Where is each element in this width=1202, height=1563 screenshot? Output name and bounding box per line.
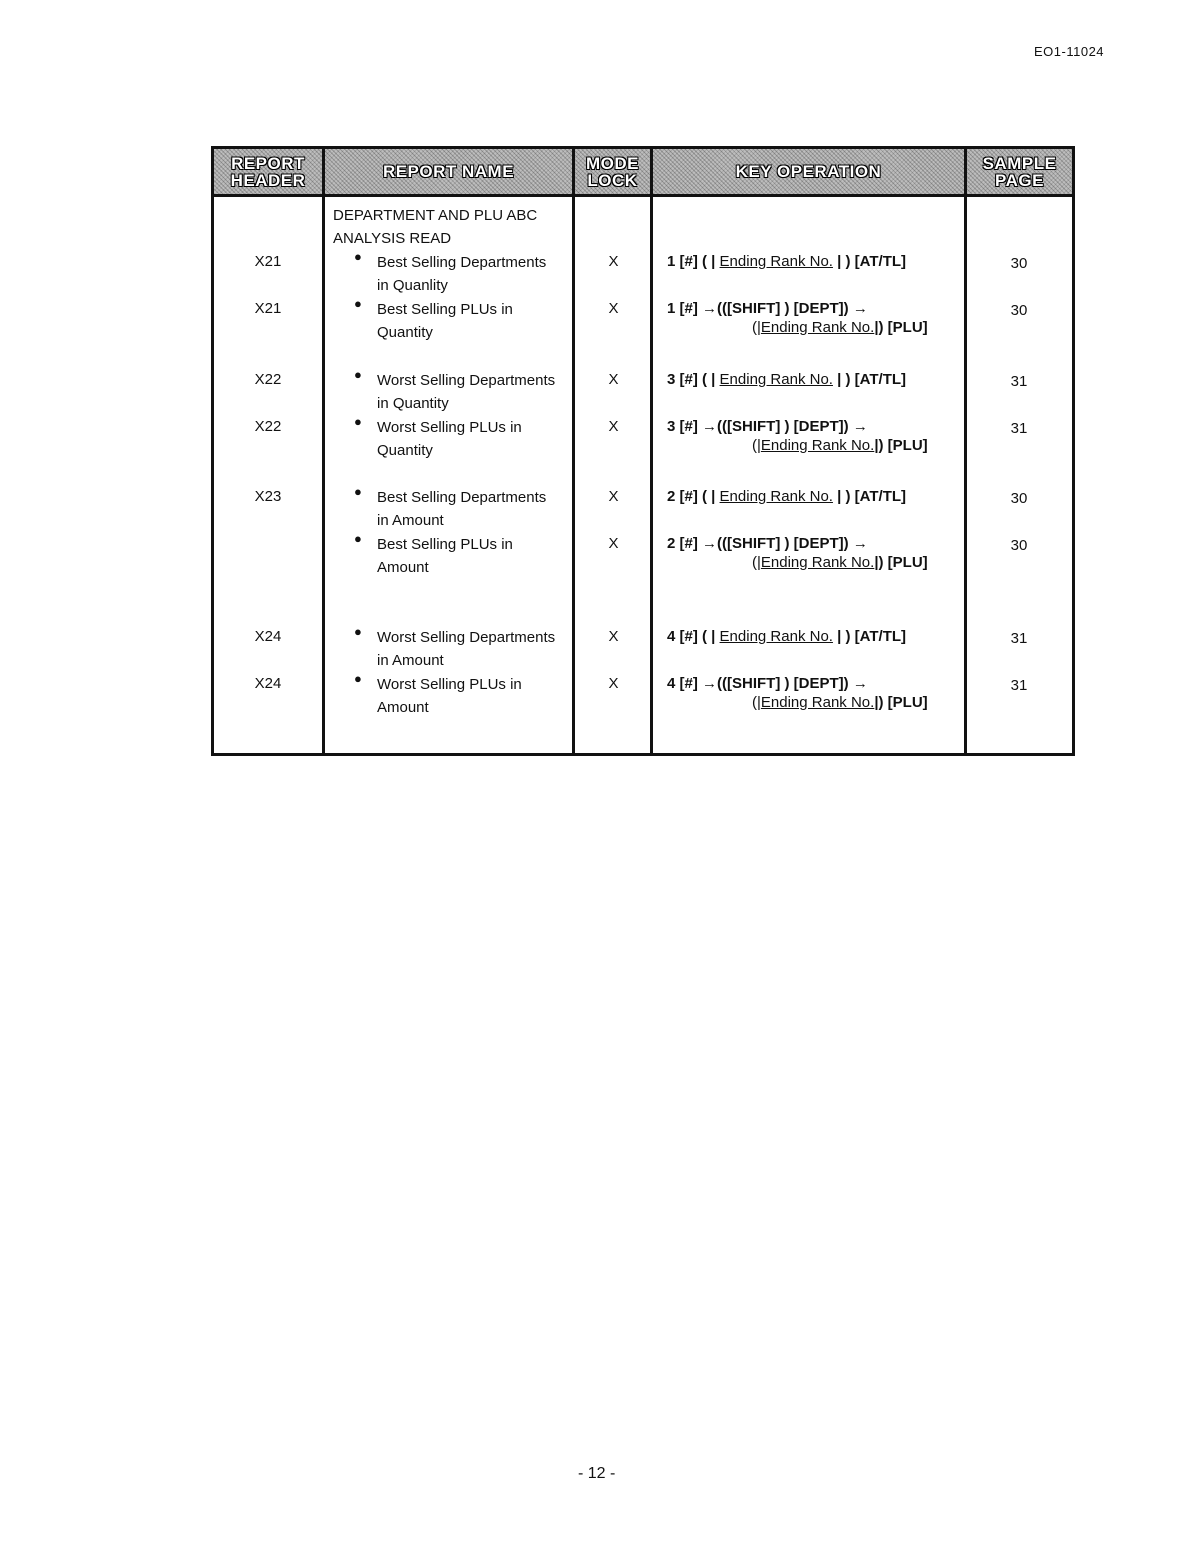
key-operation-prefix: 2 [#] ( | — [667, 488, 716, 505]
bullet-icon: ● — [354, 624, 362, 639]
key-operation-suffix: →(([SHIFT] ) [DEPT]) → — [702, 535, 868, 552]
mode-lock-value: X — [608, 675, 619, 692]
key-operation — [667, 628, 906, 645]
bullet-icon: ● — [354, 671, 362, 686]
report-name: Best Selling Departments in Amount — [377, 489, 547, 529]
key-operation — [667, 371, 906, 388]
key-operation — [667, 300, 868, 317]
section-title: DEPARTMENT AND PLU ABC ANALYSIS READ — [333, 207, 538, 247]
report-name: Best Selling PLUs in Amount — [377, 536, 513, 576]
key-operation-continued — [752, 437, 928, 454]
table-row — [214, 410, 1072, 459]
table-row — [214, 527, 1072, 576]
key-operation-continued-suffix: |) [PLU] — [874, 437, 928, 454]
mode-lock-value: X — [608, 628, 619, 645]
report-name: Best Selling PLUs in Quantity — [377, 301, 513, 341]
key-operation-prefix: 2 [#] — [667, 535, 698, 552]
key-operation-continued-prefix: (| — [752, 437, 761, 454]
page-number: - 12 - — [578, 1465, 616, 1482]
report-header-code: X21 — [254, 300, 282, 317]
mode-lock-value: X — [608, 418, 619, 435]
key-operation-continued-suffix: |) [PLU] — [874, 319, 928, 336]
mode-lock-value: X — [608, 371, 619, 388]
sample-page-number: 30 — [1010, 255, 1028, 272]
header-report-header: REPORT HEADER — [214, 149, 322, 194]
key-operation-continued-suffix: |) [PLU] — [874, 694, 928, 711]
mode-lock-value: X — [608, 300, 619, 317]
table-row — [214, 245, 1072, 294]
key-operation-suffix: →(([SHIFT] ) [DEPT]) → — [702, 418, 868, 435]
sample-page-number: 31 — [1010, 420, 1028, 437]
ending-rank-field: Ending Rank No. — [719, 628, 833, 645]
key-operation — [667, 418, 868, 435]
mode-lock-value: X — [608, 488, 619, 505]
ending-rank-field: Ending Rank No. — [760, 437, 875, 454]
report-header-code: X24 — [254, 628, 282, 645]
report-name: Worst Selling PLUs in Quantity — [377, 419, 522, 459]
ending-rank-field: Ending Rank No. — [719, 253, 833, 270]
key-operation-continued-prefix: (| — [752, 554, 761, 571]
key-operation-suffix: | ) — [837, 371, 851, 388]
key-operation-continued — [752, 554, 928, 571]
report-name: Worst Selling Departments in Amount — [377, 629, 556, 669]
mode-lock-value: X — [608, 535, 619, 552]
key-operation-end-key: [AT/TL] — [854, 628, 907, 645]
key-operation-suffix: →(([SHIFT] ) [DEPT]) → — [702, 675, 868, 692]
sample-page-number: 30 — [1010, 537, 1028, 554]
sample-page-number: 31 — [1010, 373, 1028, 390]
key-operation — [667, 253, 906, 270]
ending-rank-field: Ending Rank No. — [719, 488, 833, 505]
key-operation-suffix: | ) — [837, 488, 851, 505]
bullet-icon: ● — [354, 531, 362, 546]
key-operation-prefix: 3 [#] ( | — [667, 371, 716, 388]
key-operation-end-key: [AT/TL] — [854, 488, 907, 505]
bullet-icon: ● — [354, 296, 362, 311]
header-sample-page: SAMPLE PAGE — [967, 149, 1072, 194]
key-operation-continued — [752, 319, 928, 336]
report-table — [211, 146, 1075, 756]
key-operation-prefix: 4 [#] — [667, 675, 698, 692]
header-report-name: REPORT NAME — [325, 149, 572, 194]
document-code: EO1-11024 — [1034, 44, 1105, 59]
report-name: Worst Selling PLUs in Amount — [377, 676, 522, 716]
key-operation-end-key: [AT/TL] — [854, 371, 907, 388]
table-row — [214, 480, 1072, 529]
bullet-icon: ● — [354, 414, 362, 429]
bullet-icon: ● — [354, 367, 362, 382]
header-mode-lock: MODE LOCK — [575, 149, 650, 194]
ending-rank-field: Ending Rank No. — [760, 554, 875, 571]
key-operation-suffix: | ) — [837, 628, 851, 645]
key-operation — [667, 675, 868, 692]
sample-page-number: 30 — [1010, 302, 1028, 319]
key-operation-end-key: [AT/TL] — [854, 253, 907, 270]
report-header-code: X22 — [254, 418, 282, 435]
key-operation-prefix: 1 [#] — [667, 300, 698, 317]
report-header-code: X23 — [254, 488, 282, 505]
key-operation-prefix: 3 [#] — [667, 418, 698, 435]
header-key-operation: KEY OPERATION — [653, 149, 964, 194]
table-row — [214, 292, 1072, 341]
key-operation-prefix: 1 [#] ( | — [667, 253, 716, 270]
mode-lock-value: X — [608, 253, 619, 270]
key-operation-prefix: 4 [#] ( | — [667, 628, 716, 645]
report-name: Best Selling Departments in Quanlity — [377, 254, 547, 294]
report-header-code: X24 — [254, 675, 282, 692]
sample-page-number: 31 — [1010, 677, 1028, 694]
report-header-code: X22 — [254, 371, 282, 388]
table-header-row — [214, 149, 1072, 197]
ending-rank-field: Ending Rank No. — [760, 694, 875, 711]
key-operation-continued-suffix: |) [PLU] — [874, 554, 928, 571]
report-header-code: X21 — [254, 253, 282, 270]
key-operation-continued-prefix: (| — [752, 319, 761, 336]
key-operation-continued-prefix: (| — [752, 694, 761, 711]
table-row — [214, 363, 1072, 412]
ending-rank-field: Ending Rank No. — [719, 371, 833, 388]
bullet-icon: ● — [354, 484, 362, 499]
report-name: Worst Selling Departments in Quantity — [377, 372, 556, 412]
sample-page-number: 31 — [1010, 630, 1028, 647]
key-operation-suffix: | ) — [837, 253, 851, 270]
table-row — [214, 667, 1072, 716]
ending-rank-field: Ending Rank No. — [760, 319, 875, 336]
bullet-icon: ● — [354, 249, 362, 264]
table-row — [214, 620, 1072, 669]
key-operation-continued — [752, 694, 928, 711]
sample-page-number: 30 — [1010, 490, 1028, 507]
key-operation — [667, 488, 906, 505]
key-operation — [667, 535, 868, 552]
key-operation-suffix: →(([SHIFT] ) [DEPT]) → — [702, 300, 868, 317]
